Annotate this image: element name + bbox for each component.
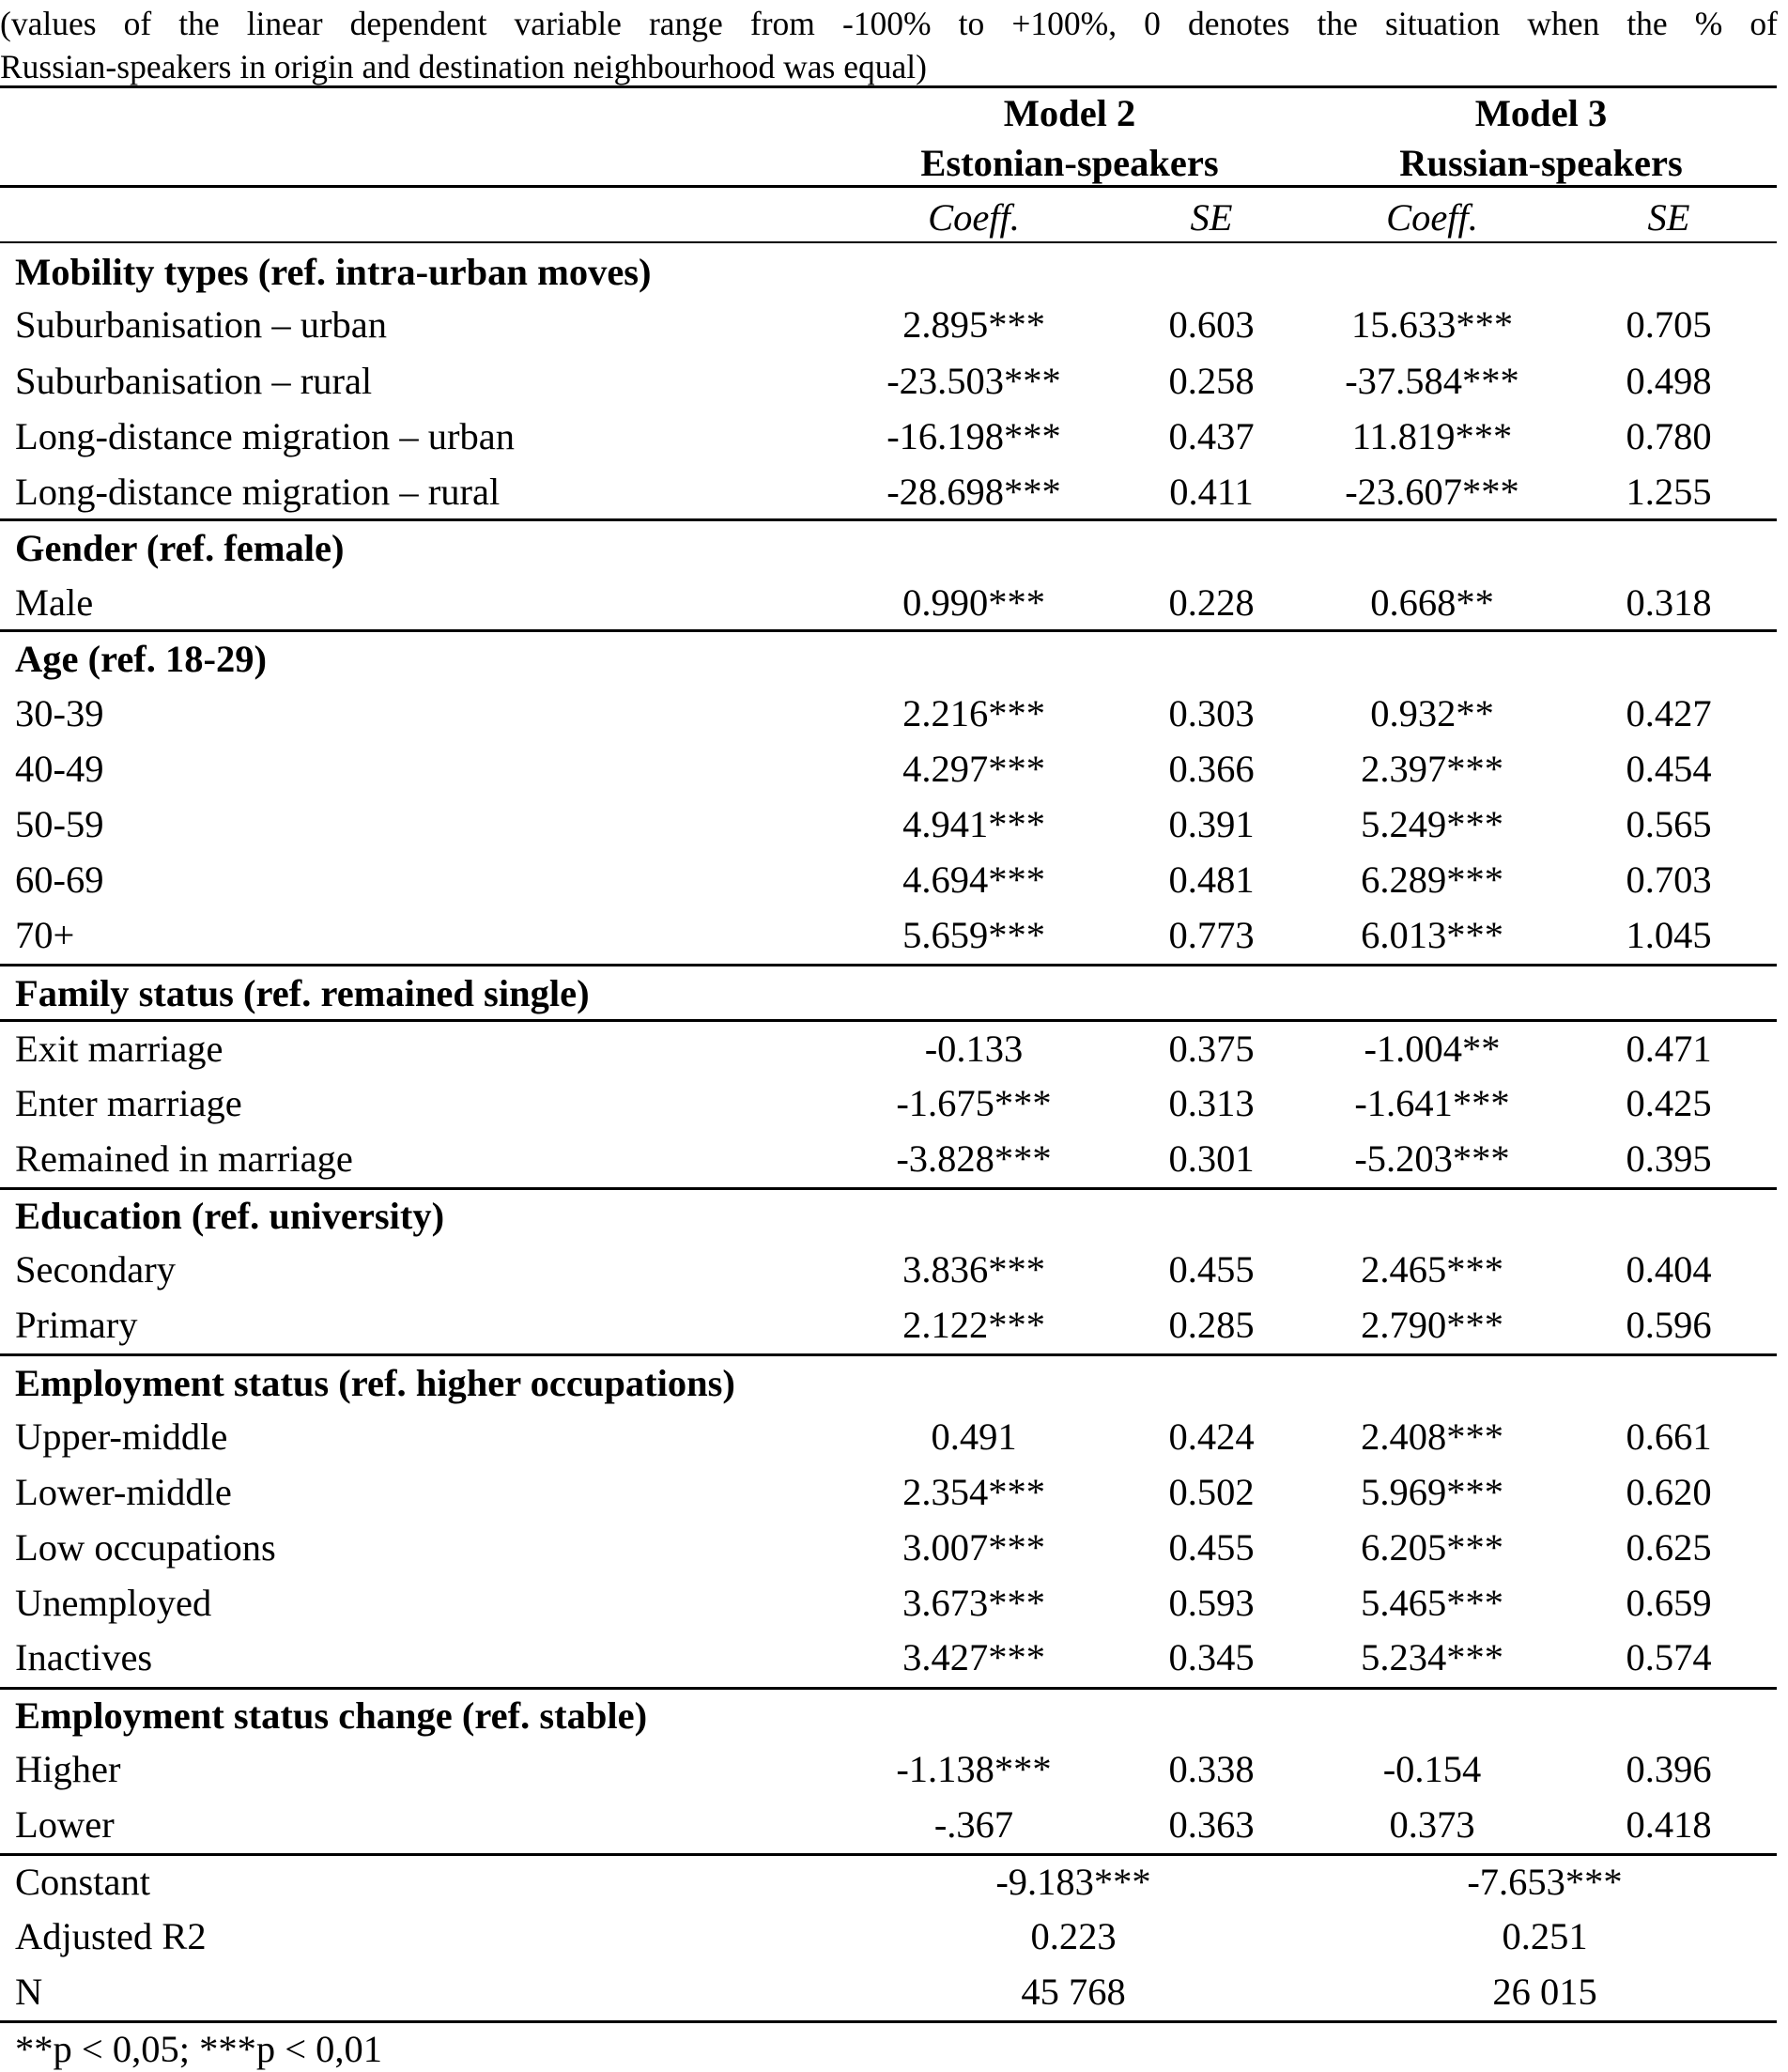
- model2-coeff: 0.491: [931, 1415, 1017, 1458]
- model2-se: 0.455: [1168, 1526, 1255, 1569]
- row-label: 60-69: [15, 858, 104, 901]
- model3-coeff: 6.013***: [1361, 914, 1503, 956]
- model2-se: 0.375: [1168, 1028, 1255, 1070]
- model2-coeff: 4.694***: [902, 858, 1045, 901]
- model2-coeff: -1.138***: [896, 1748, 1052, 1790]
- model3-se: 1.045: [1626, 914, 1712, 956]
- rule-after-mobility: [0, 518, 1777, 521]
- model3-coeff: -1.641***: [1354, 1082, 1510, 1124]
- column-header-rule: [0, 241, 1777, 243]
- rule-after-gender: [0, 629, 1777, 632]
- model2-coeff: -0.133: [924, 1028, 1024, 1070]
- model2-coeff: 4.941***: [902, 803, 1045, 845]
- significance-footnote: **p < 0,05; ***p < 0,01: [15, 2028, 383, 2070]
- model2-se-header: SE: [1190, 196, 1233, 239]
- row-label: 70+: [15, 914, 75, 956]
- section-title-age: Age (ref. 18-29): [15, 638, 268, 680]
- model3-coeff: 0.932**: [1370, 692, 1494, 734]
- model3-coeff: 6.205***: [1361, 1526, 1503, 1569]
- row-label: Exit marriage: [15, 1028, 224, 1070]
- model2-se: 0.366: [1168, 748, 1255, 790]
- row-label: Long-distance migration – urban: [15, 415, 515, 457]
- caption-line-1: (values of the linear dependent variable range from -100% to +100%, 0 denotes the situation when the % of: [0, 5, 1778, 42]
- model3-se: 0.471: [1626, 1028, 1712, 1070]
- table-caption: [0, 2, 1778, 88]
- model3-coeff: 2.397***: [1361, 748, 1503, 790]
- model3-se: 0.625: [1626, 1526, 1712, 1569]
- model3-se: 0.427: [1626, 692, 1712, 734]
- model2-se: 0.593: [1168, 1582, 1255, 1624]
- model3-coeff: -1.004**: [1364, 1028, 1501, 1070]
- row-label: Secondary: [15, 1248, 176, 1291]
- model2-se: 0.603: [1168, 303, 1255, 346]
- model2-se: 0.345: [1168, 1636, 1255, 1678]
- model2-se: 0.313: [1168, 1082, 1255, 1124]
- model2-se: 0.228: [1168, 581, 1255, 624]
- model2-coeff: -23.503***: [886, 360, 1061, 402]
- row-label: Suburbanisation – rural: [15, 360, 373, 402]
- model2-coeff: -28.698***: [886, 471, 1061, 513]
- model2-coeff: -3.828***: [896, 1137, 1052, 1180]
- model3-se: 0.661: [1626, 1415, 1712, 1458]
- row-label: Adjusted R2: [15, 1915, 207, 1957]
- row-label: Low occupations: [15, 1526, 276, 1569]
- model3-coeff: 5.234***: [1361, 1636, 1503, 1678]
- model2-se: 0.502: [1168, 1471, 1255, 1513]
- model2-coeff: 2.895***: [902, 303, 1045, 346]
- row-label: Constant: [15, 1861, 151, 1903]
- model2-se: 0.338: [1168, 1748, 1255, 1790]
- model3-coeff: 5.249***: [1361, 803, 1503, 845]
- model3-se: 0.620: [1626, 1471, 1712, 1513]
- model3-title: Model 3: [1474, 92, 1608, 134]
- model2-se: 0.258: [1168, 360, 1255, 402]
- rule-after-age: [0, 964, 1777, 966]
- model3-se: 0.395: [1626, 1137, 1712, 1180]
- section-title-mobility: Mobility types (ref. intra-urban moves): [15, 251, 652, 293]
- row-label: 50-59: [15, 803, 104, 845]
- model3-value: -7.653***: [1467, 1861, 1623, 1903]
- section-title-employment-change: Employment status change (ref. stable): [15, 1694, 648, 1737]
- model2-se: 0.455: [1168, 1248, 1255, 1291]
- model2-se: 0.303: [1168, 692, 1255, 734]
- model3-se: 0.418: [1626, 1803, 1712, 1846]
- model2-value: 45 768: [1021, 1971, 1126, 2013]
- model3-coeff: 15.633***: [1350, 303, 1514, 346]
- model2-coeff: 2.216***: [902, 692, 1045, 734]
- model3-coeff: 0.668**: [1370, 581, 1494, 624]
- model3-coeff: -0.154: [1382, 1748, 1482, 1790]
- model3-se: 0.454: [1626, 748, 1712, 790]
- model3-coeff: 6.289***: [1361, 858, 1503, 901]
- bottom-rule: [0, 2020, 1777, 2023]
- model2-coeff: 3.673***: [902, 1582, 1045, 1624]
- caption-line-2: Russian-speakers in origin and destination neighbourhood was equal): [0, 48, 927, 85]
- rule-under-family-title: [0, 1019, 1777, 1022]
- model3-coeff: -5.203***: [1354, 1137, 1510, 1180]
- model3-coeff: -37.584***: [1345, 360, 1519, 402]
- model2-value: 0.223: [1030, 1915, 1117, 1957]
- model2-coeff: 3.007***: [902, 1526, 1045, 1569]
- row-label: 30-39: [15, 692, 104, 734]
- model3-coeff: 5.969***: [1361, 1471, 1503, 1513]
- row-label: Inactives: [15, 1636, 153, 1678]
- model2-se: 0.481: [1168, 858, 1255, 901]
- model3-se: 0.596: [1626, 1304, 1712, 1346]
- row-label: Lower: [15, 1803, 115, 1846]
- model2-coeff-header: Coeff.: [928, 196, 1020, 239]
- model3-se: 0.565: [1626, 803, 1712, 845]
- model2-coeff: 0.990***: [902, 581, 1045, 624]
- model3-subtitle: Russian-speakers: [1399, 142, 1683, 184]
- model3-coeff: 11.819***: [1351, 415, 1513, 457]
- row-label: Primary: [15, 1304, 138, 1346]
- model2-se: 0.437: [1168, 415, 1255, 457]
- row-label: Unemployed: [15, 1582, 212, 1624]
- row-label: Enter marriage: [15, 1082, 242, 1124]
- model3-se-header: SE: [1647, 196, 1690, 239]
- model2-se: 0.363: [1168, 1803, 1255, 1846]
- row-label: Higher: [15, 1748, 121, 1790]
- section-title-education: Education (ref. university): [15, 1195, 445, 1237]
- model2-coeff: -1.675***: [896, 1082, 1052, 1124]
- rule-after-family: [0, 1187, 1777, 1190]
- rule-after-employment: [0, 1687, 1777, 1690]
- model2-se: 0.411: [1169, 471, 1254, 513]
- model2-subtitle: Estonian-speakers: [920, 142, 1219, 184]
- model3-se: 0.498: [1626, 360, 1712, 402]
- row-label: N: [15, 1971, 43, 2013]
- model3-se: 0.425: [1626, 1082, 1712, 1124]
- model3-se: 0.659: [1626, 1582, 1712, 1624]
- model3-coeff: 0.373: [1389, 1803, 1475, 1846]
- row-label: Remained in marriage: [15, 1137, 353, 1180]
- model3-coeff: 2.790***: [1361, 1304, 1503, 1346]
- model2-coeff: 4.297***: [902, 748, 1045, 790]
- model3-coeff: 2.408***: [1361, 1415, 1503, 1458]
- model3-se: 0.318: [1626, 581, 1712, 624]
- section-title-gender: Gender (ref. female): [15, 527, 345, 569]
- row-label: Lower-middle: [15, 1471, 232, 1513]
- model3-se: 1.255: [1626, 471, 1712, 513]
- row-label: 40-49: [15, 748, 104, 790]
- model3-se: 0.705: [1626, 303, 1712, 346]
- model3-se: 0.396: [1626, 1748, 1712, 1790]
- model2-coeff: 5.659***: [902, 914, 1045, 956]
- model2-se: 0.424: [1168, 1415, 1255, 1458]
- row-label: Suburbanisation – urban: [15, 303, 387, 346]
- model2-coeff: 2.122***: [902, 1304, 1045, 1346]
- model3-se: 0.703: [1626, 858, 1712, 901]
- model3-coeff: 5.465***: [1361, 1582, 1503, 1624]
- model3-se: 0.574: [1626, 1636, 1712, 1678]
- model3-value: 0.251: [1502, 1915, 1588, 1957]
- model2-se: 0.391: [1168, 803, 1255, 845]
- model2-title: Model 2: [1003, 92, 1136, 134]
- model3-coeff: -23.607***: [1345, 471, 1519, 513]
- model2-se: 0.773: [1168, 914, 1255, 956]
- model3-coeff-header: Coeff.: [1386, 196, 1478, 239]
- model2-se: 0.285: [1168, 1304, 1255, 1346]
- rule-after-empchange: [0, 1853, 1777, 1856]
- model2-value: -9.183***: [995, 1861, 1151, 1903]
- row-label: Long-distance migration – rural: [15, 471, 501, 513]
- rule-after-education: [0, 1353, 1777, 1356]
- top-rule: [0, 85, 1777, 88]
- model2-coeff: -16.198***: [886, 415, 1061, 457]
- model2-coeff: -.367: [933, 1803, 1014, 1846]
- model2-coeff: 3.427***: [902, 1636, 1045, 1678]
- model3-coeff: 2.465***: [1361, 1248, 1503, 1291]
- model3-se: 0.780: [1626, 415, 1712, 457]
- model2-coeff: 2.354***: [902, 1471, 1045, 1513]
- model2-se: 0.301: [1168, 1137, 1255, 1180]
- row-label: Upper-middle: [15, 1415, 228, 1458]
- section-title-employment: Employment status (ref. higher occupations): [15, 1362, 735, 1404]
- model3-value: 26 015: [1492, 1971, 1597, 2013]
- model2-coeff: 3.836***: [902, 1248, 1045, 1291]
- section-title-family: Family status (ref. remained single): [15, 972, 590, 1014]
- row-label: Male: [15, 581, 94, 624]
- model3-se: 0.404: [1626, 1248, 1712, 1291]
